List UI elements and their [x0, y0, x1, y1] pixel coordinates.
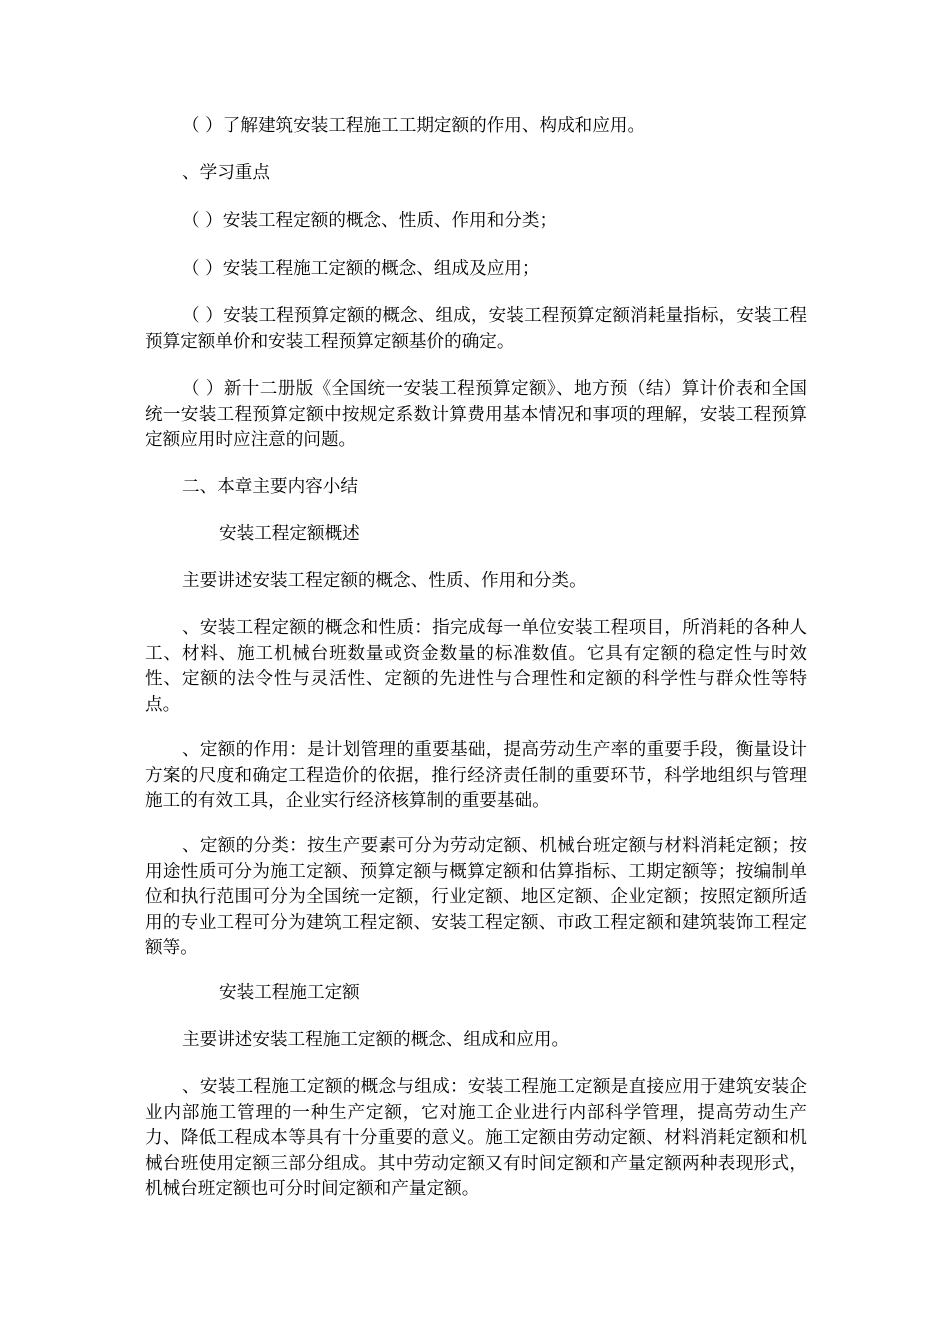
focus-item-4: （ ）新十二册版《全国统一安装工程预算定额》、地方预（结）算计价表和全国统一安装工程预算定额中按规定系数计算费用基本情况和事项的理解，安装工程预算定额应用时应注意的问题。 — [145, 379, 807, 450]
section-heading-study-focus: 、学习重点 — [182, 163, 270, 183]
focus-item-1: （ ）安装工程定额的概念、性质、作用和分类； — [182, 211, 558, 231]
overview-function-paragraph: 、定额的作用：是计划管理的重要基础，提高劳动生产率的重要手段，衡量设计方案的尺度和确定工程造价的依据，推行经济责任制的重要环节，科学地组织与管理施工的有效工具，企业实行经济核算制的重要基础。 — [145, 740, 807, 811]
section-heading-chapter-summary: 二、本章主要内容小结 — [182, 477, 358, 497]
objective-item-6: （ ）了解建筑安装工程施工工期定额的作用、构成和应用。 — [182, 116, 646, 136]
focus-item-2: （ ）安装工程施工定额的概念、组成及应用； — [182, 259, 540, 279]
focus-item-3: （ ）安装工程预算定额的概念、组成，安装工程预算定额消耗量指标，安装工程预算定额单价和安装工程预算定额基价的确定。 — [145, 306, 807, 352]
construction-quota-concept-paragraph: 、安装工程施工定额的概念与组成：安装工程施工定额是直接应用于建筑安装企业内部施工管理的一种生产定额，它对施工企业进行内部科学管理，提高劳动生产力、降低工程成本等具有十分重要的意义。施工定额由劳动定额、材料消耗定额和机械台班使用定额三部分组成。其中劳动定额又有时间定额和产量定额两种表现形式，机械台班定额也可分时间定额和产量定额。 — [145, 1077, 807, 1199]
overview-classification-paragraph: 、定额的分类：按生产要素可分为劳动定额、机械台班定额与材料消耗定额；按用途性质可分为施工定额、预算定额与概算定额和估算指标、工期定额等；按编制单位和执行范围可分为全国统一定额，行业定额、地区定额、企业定额；按照定额所适用的专业工程可分为建筑工程定额、安装工程定额、市政工程定额和建筑装饰工程定额等。 — [145, 836, 807, 958]
overview-concept-paragraph: 、安装工程定额的概念和性质：指完成每一单位安装工程项目，所消耗的各种人工、材料、施工机械台班数量或资金数量的标准数值。它具有定额的稳定性与时效性、定额的法令性与灵活性、定额的先进性与合理性和定额的科学性与群众性等特点。 — [145, 618, 807, 715]
subsection-heading-overview: 安装工程定额概述 — [219, 524, 360, 544]
subsection-heading-construction-quota: 安装工程施工定额 — [219, 983, 360, 1003]
overview-intro: 主要讲述安装工程定额的概念、性质、作用和分类。 — [182, 571, 587, 591]
construction-quota-intro: 主要讲述安装工程施工定额的概念、组成和应用。 — [182, 1030, 570, 1050]
